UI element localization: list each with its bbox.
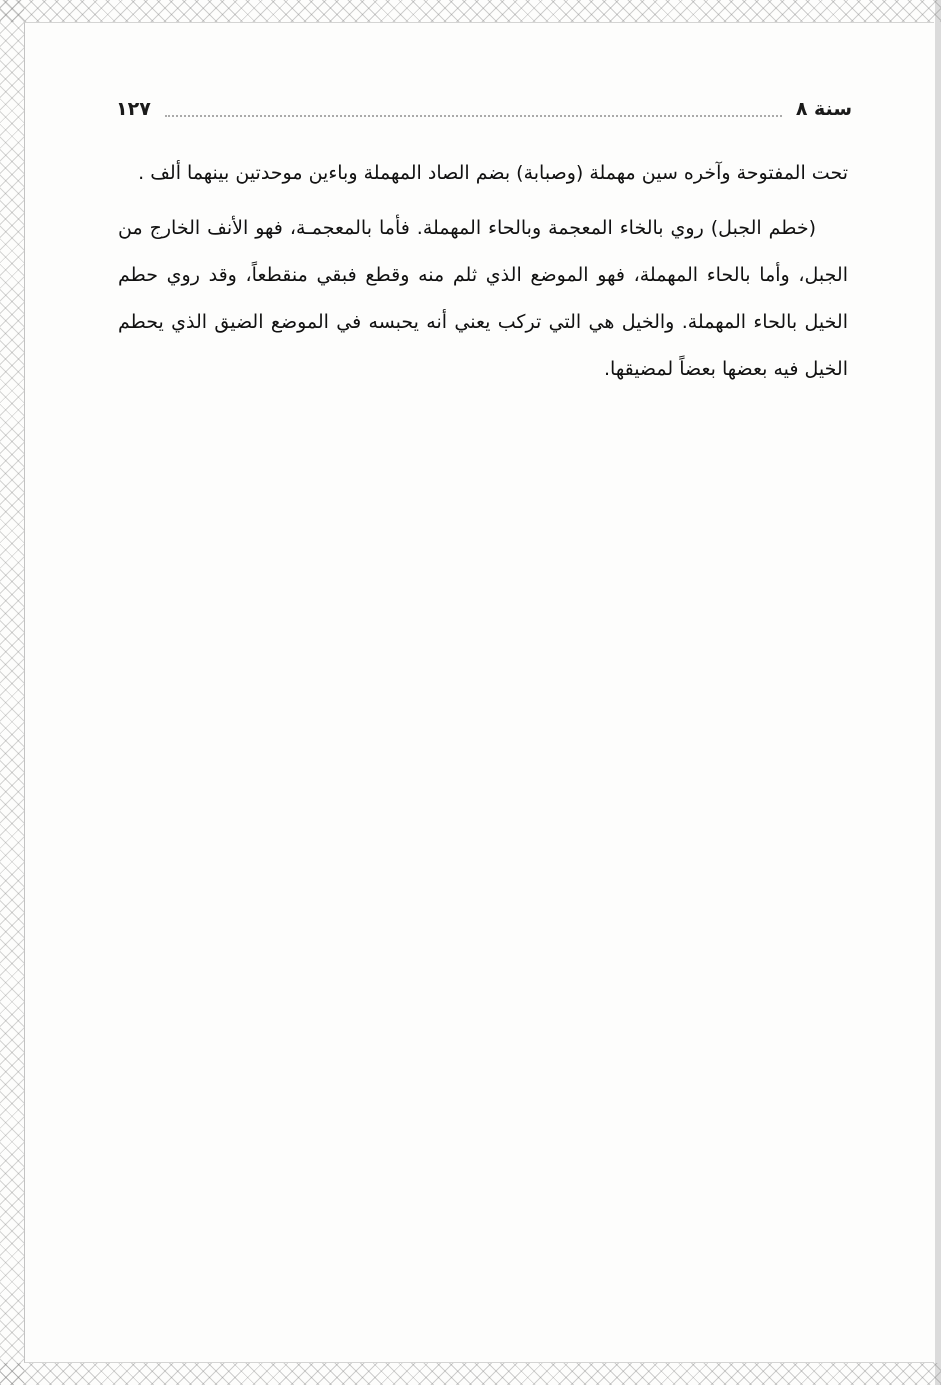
decorative-border-right [935, 0, 941, 1385]
paragraph: (خطم الجبل) روي بالخاء المعجمة وبالحاء المهملة. فأما بالمعجمـة، فهو الأنف الخارج من الجبل، وأما بالحاء المهملة، فهو الموضع الذي ثلم منه وقطع فبقي منقطعاً، وقد روي حطم الخيل بالحاء المهملة. والخيل هي التي تركب يعني أنه يحبسه في الموضع الضيق الذي يحطم الخيل فيه بعضها بعضاً لمضيقها. [118, 217, 848, 380]
body-text [118, 150, 848, 393]
decorative-border-top [0, 0, 941, 22]
running-header [116, 92, 852, 126]
page-number: ١٢٧ [116, 98, 151, 120]
section-title: سنة ٨ [795, 98, 852, 120]
decorative-border-left [0, 0, 24, 1385]
decorative-border-bottom [0, 1363, 941, 1385]
dotted-leader [165, 101, 782, 117]
paragraph: تحت المفتوحة وآخره سين مهملة (وصبابة) بضم الصاد المهملة وباءين موحدتين بينهما ألف . [138, 162, 848, 184]
